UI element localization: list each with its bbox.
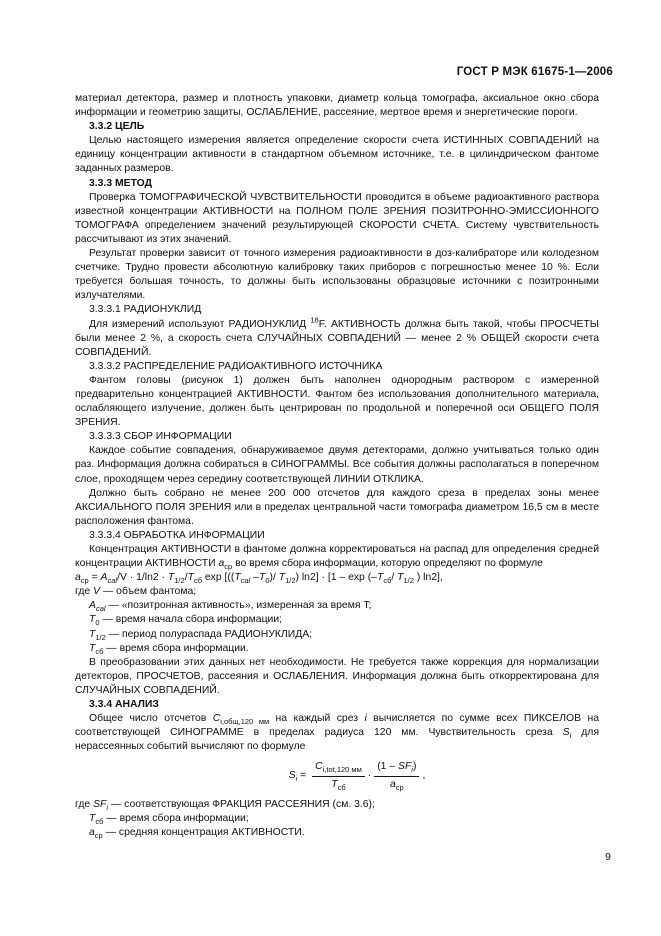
legend-item: $T_{сб}$ — время сбора информации; <box>89 812 249 826</box>
symbol-legend-analysis <box>75 798 599 840</box>
legend-item: $a_{ср}$ — средняя концентрация АКТИВНОСТИ. <box>89 826 305 840</box>
paragraph: Фантом головы (рисунок 1) должен быть наполнен однородным раствором с измеренной предварительно концентрацией АКТИВНОСТИ. Фантом без использования дополнительного материала, ослабляющего излучение, должен быть центрирован по продольной и поперечной оси ОБЩЕГО ПОЛЯ ЗРЕНИЯ. <box>75 374 599 429</box>
page-body <box>75 92 599 840</box>
section-heading: 3.3.2 ЦЕЛЬ <box>89 121 145 133</box>
activity-formula: $a_{ср} = A_{cal}/V \cdot 1/\ln 2 \cdot T_{1/2}/T_{сб}$ $\exp [((T_{cal}$ $-T_0)/$ $T_{1/2}$) $\ln 2] \cdot [1 - \exp (-T_{сб}/$ $T_{1/2}$ ) ln2], <box>75 572 443 586</box>
sensitivity-formula: $S_i$ = $\frac{C_{i,tot,120 мм}}{T_{сб}}$ · $\frac{(1 - SF_i)}{a_{ср}}$ , <box>288 761 426 792</box>
document-header: ГОСТ Р МЭК 61675-1—2006 <box>456 66 613 78</box>
paragraph: Результат проверки зависит от точного измерения радиоактивности в доз-калибраторе или колодезном счетчике. Трудно провести абсолютную калибровку таких приборов с погрешностью менее 10 %. Если требуется большая точность, то должны быть использованы образцовые источники с позитронными излучателями. <box>75 248 599 302</box>
subsection-heading: 3.3.3.2 РАСПРЕДЕЛЕНИЕ РАДИОАКТИВНОГО ИСТОЧНИКА <box>89 360 383 372</box>
paragraph: В преобразовании этих данных нет необходимости. Не требуется также коррекция для нормализации детекторов, ПРОСЧЕТОВ, рассеяния и ОСЛАБЛЕНИЯ. Информация должна быть откорректирована для СЛУЧАЙНЫХ СОВПАДЕНИЙ. <box>75 656 599 696</box>
legend-item: $T_{сб}$ — время сбора информации. <box>89 642 249 656</box>
section-heading: 3.3.3 МЕТОД <box>89 177 153 189</box>
legend-item: $T_0$ — время начала сбора информации; <box>89 614 283 628</box>
legend-item: $T_{1/2}$ — период полураспада РАДИОНУКЛИДА; <box>89 628 313 642</box>
legend-item: $A_{cal}$ — «позитронная активность», измеренная за время T; <box>89 600 372 614</box>
paragraph: Проверка ТОМОГРАФИЧЕСКОЙ ЧУВСТВИТЕЛЬНОСТИ проводится в объеме радиоактивного раствора известной концентрации АКТИВНОСТИ на ПОЛНОМ ПОЛЕ ЗРЕНИЯ ПОЗИТРОННО-ЭМИССИОННОГО ТОМОГРАФА определением значений результирующей СКОРОСТИ СЧЕТА. Систему чувствительность рассчитывают из этих значений. <box>75 191 599 245</box>
subsection-heading: 3.3.3.1 РАДИОНУКЛИД <box>89 304 202 316</box>
paragraph: Должно быть собрано не менее 200 000 отсчетов для каждого среза в пределах зоны менее АКСИАЛЬНОГО ПОЛЯ ЗРЕНИЯ или в пределах центральной части томографа диаметром 16,5 см в месте расположения фантома. <box>75 487 599 527</box>
fraction-scatter: $\frac{(1 - SF_i)}{a_{ср}}$ <box>374 760 419 791</box>
paragraph: Концентрация АКТИВНОСТИ в фантоме должна корректироваться на распад для определения средней концентрации АКТИВНОСТИ $a_{ср}$ во время сбора информации, которую определяют по формуле <box>75 544 599 572</box>
fraction-counts: $\frac{C_{i,tot,120 мм}}{T_{сб}}$ <box>312 760 365 791</box>
legend-item: где V — объем фантома; <box>75 586 197 598</box>
paragraph: Для измерений используют РАДИОНУКЛИД $^{18}$F. АКТИВНОСТЬ должна быть такой, чтобы ПРОСЧЕТЫ были менее 2 %, а скорость счета СЛУЧАЙНЫХ СОВПАДЕНИЙ — менее 2 % ОБЩЕЙ скорости счета СОВПАДЕНИЙ. <box>75 315 599 358</box>
section-heading: 3.3.4 АНАЛИЗ <box>89 699 159 711</box>
legend-item: где $SF_i$ — соответствующая ФРАКЦИЯ РАССЕЯНИЯ (см. 3.6); <box>75 798 375 812</box>
paragraph: материал детектора, размер и плотность упаковки, диаметр кольца томографа, аксиальное окно сбора информации и геометрию защиты, ОСЛАБЛЕНИЕ, рассеяние, мертвое время и энергетические пороги. <box>75 93 599 119</box>
subsection-heading: 3.3.3.4 ОБРАБОТКА ИНФОРМАЦИИ <box>89 529 265 541</box>
paragraph: Общее число отсчетов $C_{i,общ,120 мм}$ на каждый срез i вычисляется по сумме всех ПИКСЕЛОВ на соответствующей СИНОГРАММЕ в пределах радиуса 120 мм. Чувствительность среза $S_i$ для нерассеянных событий вычисляют по формуле <box>75 713 599 753</box>
symbol-legend <box>75 585 599 655</box>
page-number: 9 <box>605 851 611 863</box>
paragraph: Целью настоящего измерения является определение скорости счета ИСТИННЫХ СОВПАДЕНИЙ на единицу концентрации активности в стандартном объемном источнике, т.е. в цилиндрическом фантоме заданных размеров. <box>75 135 599 175</box>
subsection-heading: 3.3.3.3 СБОР ИНФОРМАЦИИ <box>89 431 232 443</box>
paragraph: Каждое событие совпадения, обнаруживаемое двумя детекторами, должно учитываться только один раз. Информация должна собираться в СИНОГРАММЫ. Все события должны располагаться в поперечном слое, проходящем через середину соответствующей ЛИНИИ ОТКЛИКА. <box>75 445 599 485</box>
